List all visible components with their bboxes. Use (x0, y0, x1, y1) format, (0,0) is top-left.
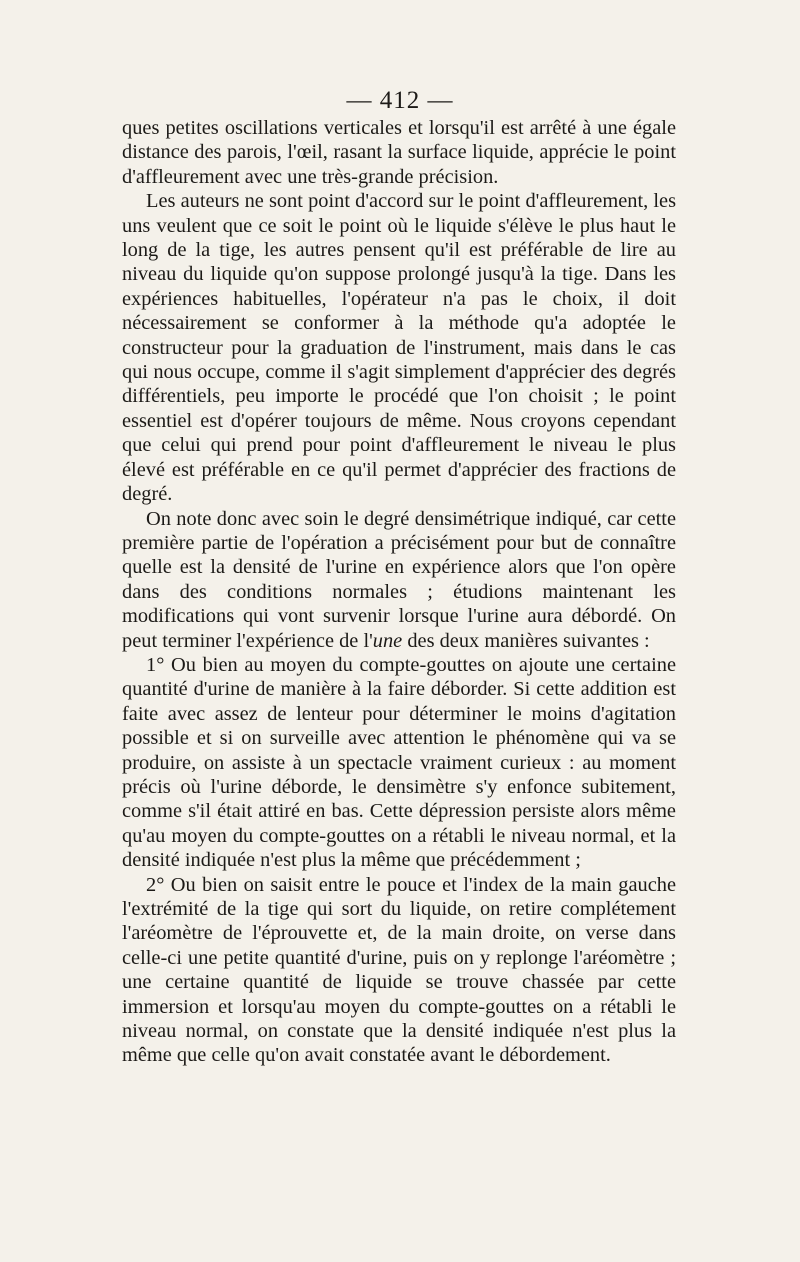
paragraph-method-two: 2° Ou bien on saisit entre le pouce et l'index de la main gauche l'extrémité de la tige qui sort du liquide, on retire complétement l'aréomètre de l'éprouvette et, de la main droite, on verse dans celle-ci une petite quantité d'urine, puis on y replonge l'aréomètre ; une certaine quantité de liquide se trouve chassée par cette immersion et lorsqu'au moyen du compte-gouttes on a rétabli le niveau normal, on constate que la densité indiquée n'est plus la même que celle qu'on avait constatée avant le débordement. (122, 873, 676, 1067)
paragraph-method-one: 1° Ou bien au moyen du compte-gouttes on ajoute une certaine quantité d'urine de manière à la faire déborder. Si cette addition est faite avec assez de lenteur pour déterminer le moins d'agitation possible et si on surveille avec attention le phénomène qui va se produire, on assiste à un spectacle vraiment curieux : au moment précis où l'urine déborde, le densimètre s'y enfonce subitement, comme s'il était attiré en bas. Cette dépression persiste alors même qu'au moyen du compte-gouttes on a rétabli le niveau normal, et la densité indiquée n'est plus la même que précédemment ; (122, 653, 676, 872)
paragraph-text: On note donc avec soin le degré densimétrique indiqué, car cette première partie de l'opération a précisément pour but de connaître quelle est la densité de l'urine en expérience alors que l'on opère dans des conditions normales ; étudions maintenant les modifications qui vont survenir lorsque l'urine aura débordé. On peut terminer l'expérience de l' (122, 507, 676, 652)
italic-word: une (372, 629, 403, 652)
paragraph-text-end: des deux manières suivantes : (402, 629, 650, 652)
paragraph-degre-densimetrique (122, 507, 676, 653)
paragraph-continuation: ques petites oscillations verticales et lorsqu'il est arrêté à une égale distance des parois, l'œil, rasant la surface liquide, apprécie le point d'affleurement avec une très-grande précision. (122, 117, 676, 188)
body-text (122, 116, 676, 1068)
paragraph-affleurement: Les auteurs ne sont point d'accord sur le point d'affleurement, les uns veulent que ce soit le point où le liquide s'élève le plus haut le long de la tige, les autres pensent qu'il est préférable de lire au niveau du liquide qu'on suppose prolongé jusqu'à la tige. Dans les expériences habituelles, l'opérateur n'a pas le choix, il doit nécessairement se conformer à la méthode qu'a adoptée le constructeur pour la graduation de l'instrument, mais dans le cas qui nous occupe, comme il s'agit simplement d'apprécier des degrés différentiels, peu importe le procédé que l'on choisit ; le point essentiel est d'opérer toujours de même. Nous croyons cependant que celui qui prend pour point d'affleurement le niveau le plus élevé est préférable en ce qu'il permet d'apprécier des fractions de degré. (122, 190, 676, 506)
page-number: — 412 — (346, 87, 454, 114)
